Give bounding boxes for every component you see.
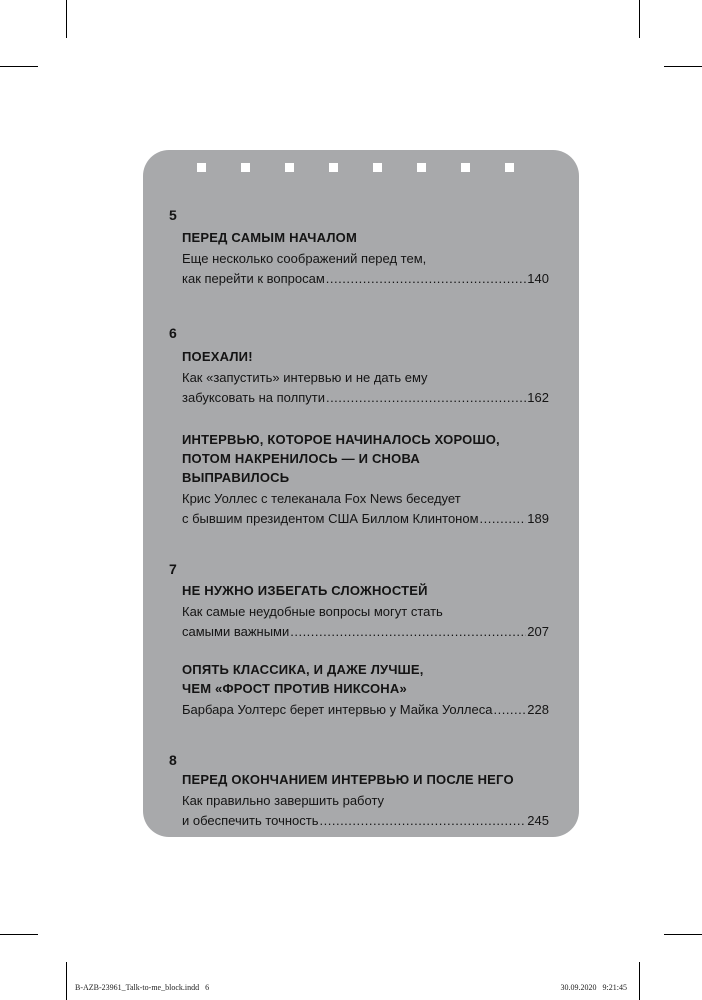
entry-description: Как правильно завершить работу — [182, 793, 385, 808]
binder-hole — [241, 163, 250, 172]
chapter — [169, 323, 549, 529]
crop-mark — [664, 934, 702, 935]
toc-entry[interactable] — [182, 228, 549, 289]
footer-timestamp: 30.09.2020 9:21:45 — [560, 983, 627, 992]
chapter-number: 5 — [169, 207, 177, 223]
dot-leader — [326, 269, 527, 289]
entry-description-end: забуксовать на полпути — [182, 390, 325, 405]
toc-entry[interactable] — [182, 347, 549, 408]
entry-title: ПОЕХАЛИ! — [182, 349, 253, 364]
entry-page-line — [182, 622, 549, 642]
toc-entry[interactable] — [182, 770, 549, 831]
dot-leader — [326, 388, 526, 408]
entry-title: НЕ НУЖНО ИЗБЕГАТЬ СЛОЖНОСТЕЙ — [182, 583, 428, 598]
crop-mark — [664, 66, 702, 67]
crop-mark — [66, 0, 67, 38]
dot-leader — [480, 509, 527, 529]
footer-filename: B-AZB-23961_Talk-to-me_block.indd 6 — [75, 983, 210, 992]
entry-title: ЧЕМ «ФРОСТ ПРОТИВ НИКСОНА» — [182, 681, 407, 696]
table-of-contents — [169, 205, 549, 831]
binder-hole — [197, 163, 206, 172]
entry-page-line — [182, 811, 549, 831]
dot-leader — [320, 811, 527, 831]
chapter — [169, 750, 549, 831]
page-number: 140 — [527, 271, 549, 286]
crop-mark — [0, 934, 38, 935]
entry-description-end: как перейти к вопросам — [182, 271, 325, 286]
dot-leader — [290, 622, 526, 642]
entry-title: ВЫПРАВИЛОСЬ — [182, 470, 290, 485]
binder-hole — [285, 163, 294, 172]
entry-title: ПОТОМ НАКРЕНИЛОСЬ — И СНОВА — [182, 451, 420, 466]
entry-page-line — [182, 700, 549, 720]
binder-hole — [329, 163, 338, 172]
binder-hole — [461, 163, 470, 172]
chapter — [169, 205, 549, 289]
dot-leader — [493, 700, 526, 720]
toc-entry[interactable] — [182, 660, 549, 720]
entry-title: ПЕРЕД САМЫМ НАЧАЛОМ — [182, 230, 358, 245]
page-number: 207 — [527, 624, 549, 639]
entry-description: Еще несколько соображений перед тем, — [182, 251, 427, 266]
entry-title: ОПЯТЬ КЛАССИКА, И ДАЖЕ ЛУЧШЕ, — [182, 662, 424, 677]
page-number: 228 — [527, 702, 549, 717]
entry-title: ПЕРЕД ОКОНЧАНИЕМ ИНТЕРВЬЮ И ПОСЛЕ НЕГО — [182, 772, 514, 787]
entry-title: ИНТЕРВЬЮ, КОТОРОЕ НАЧИНАЛОСЬ ХОРОШО, — [182, 432, 500, 447]
chapter-number: 7 — [169, 561, 177, 577]
entry-description: Крис Уоллес с телеканала Fox News беседует — [182, 491, 461, 506]
entry-page-line — [182, 509, 549, 529]
binder-hole — [417, 163, 426, 172]
toc-entry[interactable] — [182, 430, 549, 529]
binder-hole — [373, 163, 382, 172]
entry-description: Как самые неудобные вопросы могут стать — [182, 604, 443, 619]
entry-page-line — [182, 388, 549, 408]
entry-description: Как «запустить» интервью и не дать ему — [182, 370, 428, 385]
page-number: 162 — [527, 390, 549, 405]
page-number: 245 — [527, 813, 549, 828]
toc-entry[interactable] — [182, 581, 549, 642]
entry-description-end: самыми важными — [182, 624, 290, 639]
entry-page-line — [182, 269, 549, 289]
entry-description-end: Барбара Уолтерс берет интервью у Майка Уоллеса — [182, 702, 493, 717]
entry-description-end: с бывшим президентом США Биллом Клинтоном — [182, 511, 479, 526]
crop-mark — [66, 962, 67, 1000]
binder-hole — [505, 163, 514, 172]
page-number: 189 — [527, 511, 549, 526]
crop-mark — [0, 66, 38, 67]
entry-description-end: и обеспечить точность — [182, 813, 319, 828]
chapter-number: 8 — [169, 752, 177, 768]
crop-mark — [639, 0, 640, 38]
crop-mark — [639, 962, 640, 1000]
chapter — [169, 559, 549, 720]
chapter-number: 6 — [169, 325, 177, 341]
